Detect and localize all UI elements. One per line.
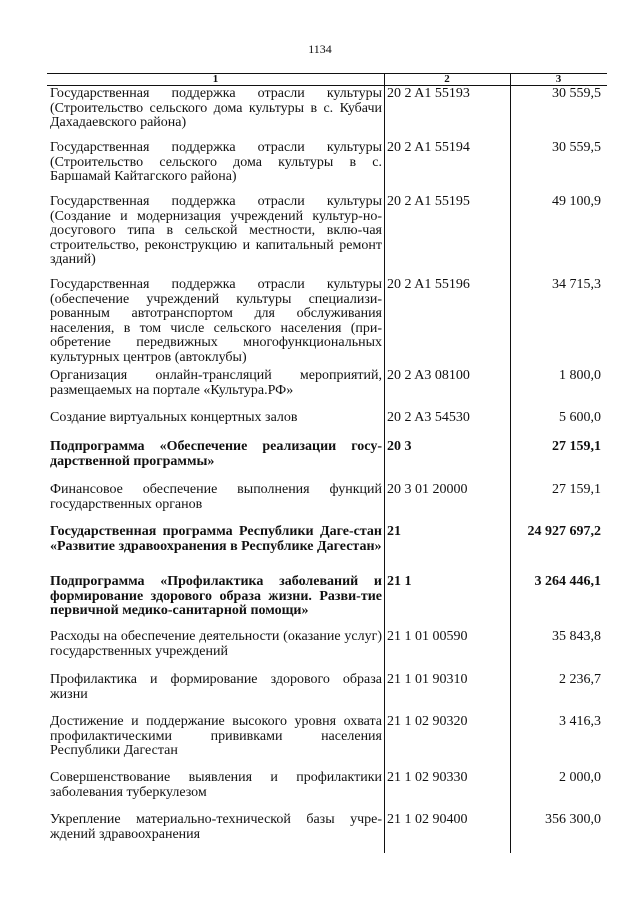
row-code: 20 2 A1 55196 (387, 277, 470, 292)
row-code: 20 3 (387, 439, 412, 454)
row-code: 21 1 02 90320 (387, 714, 468, 729)
row-sum: 34 715,3 (552, 277, 601, 292)
row-name: Подпрограмма «Профилактика заболеваний и формирование здорового образа жизни. Разви-тие первичной медико-санитарной помощи» (50, 574, 382, 619)
row-name: Подпрограмма «Обеспечение реализации госу-дарственной программы» (50, 439, 382, 469)
row-sum: 49 100,9 (552, 194, 601, 209)
row-code: 21 1 02 90330 (387, 770, 468, 785)
row-code: 21 (387, 524, 401, 539)
row-name: Укрепление материально-технической базы учре-ждений здравоохранения (50, 812, 382, 842)
page-number: 1134 (308, 42, 332, 56)
row-sum: 2 236,7 (559, 672, 601, 687)
row-sum: 27 159,1 (552, 482, 601, 497)
row-code: 21 1 01 00590 (387, 629, 468, 644)
row-name: Государственная поддержка отрасли культуры (Строительство сельского дома культуры в с. Кубачи Дахадаевского района) (50, 86, 382, 131)
row-sum: 3 416,3 (559, 714, 601, 729)
row-name: Профилактика и формирование здорового образа жизни (50, 672, 382, 702)
header-col-2: 2 (444, 73, 450, 85)
row-code: 21 1 02 90400 (387, 812, 468, 827)
row-code: 20 2 A1 55194 (387, 140, 470, 155)
row-sum: 30 559,5 (552, 140, 601, 155)
row-name: Государственная программа Республики Даге-стан «Развитие здравоохранения в Республике Дагестан» (50, 524, 382, 554)
row-code: 21 1 01 90310 (387, 672, 468, 687)
row-sum: 2 000,0 (559, 770, 601, 785)
row-sum: 35 843,8 (552, 629, 601, 644)
row-code: 20 2 A3 08100 (387, 368, 470, 383)
row-name: Организация онлайн-трансляций мероприятий, размещаемых на портале «Культура.РФ» (50, 368, 382, 398)
row-name: Совершенствование выявления и профилактики заболевания туберкулезом (50, 770, 382, 800)
row-name: Достижение и поддержание высокого уровня охвата профилактическими прививками населения Республики Дагестан (50, 714, 382, 759)
column-divider-2 (510, 73, 511, 853)
row-name: Государственная поддержка отрасли культуры (обеспечение учреждений культуры специализи-рованным автотранспортом для обслуживания населения, в том числе сельского населения (при-обретение передвижных многофункциональных культурных центров (автоклубы) (50, 277, 382, 365)
row-sum: 27 159,1 (552, 439, 601, 454)
row-code: 20 2 A1 55195 (387, 194, 470, 209)
row-sum: 1 800,0 (559, 368, 601, 383)
row-sum: 30 559,5 (552, 86, 601, 101)
header-col-1: 1 (212, 73, 219, 85)
row-name: Государственная поддержка отрасли культуры (Строительство сельского дома культуры в с. Баршамай Кайтагского района) (50, 140, 382, 185)
row-name: Расходы на обеспечение деятельности (оказание услуг) государственных учреждений (50, 629, 382, 659)
row-name: Финансовое обеспечение выполнения функций государственных органов (50, 482, 382, 512)
column-divider-1 (384, 73, 385, 853)
row-sum: 3 264 446,1 (534, 574, 601, 589)
row-code: 20 3 01 20000 (387, 482, 468, 497)
row-sum: 24 927 697,2 (527, 524, 601, 539)
row-name: Государственная поддержка отрасли культуры (Создание и модернизация учреждений культур-но-досугового типа в сельской местности, вклю-чая строительство, реконструкцию и капитальный ремонт зданий) (50, 194, 382, 268)
row-code: 20 2 A1 55193 (387, 86, 470, 101)
row-sum: 5 600,0 (559, 410, 601, 425)
header-col-3: 3 (555, 73, 562, 85)
row-name: Создание виртуальных концертных залов (50, 410, 298, 425)
row-sum: 356 300,0 (545, 812, 601, 827)
row-code: 20 2 A3 54530 (387, 410, 470, 425)
budget-table (47, 73, 607, 853)
row-code: 21 1 (387, 574, 412, 589)
